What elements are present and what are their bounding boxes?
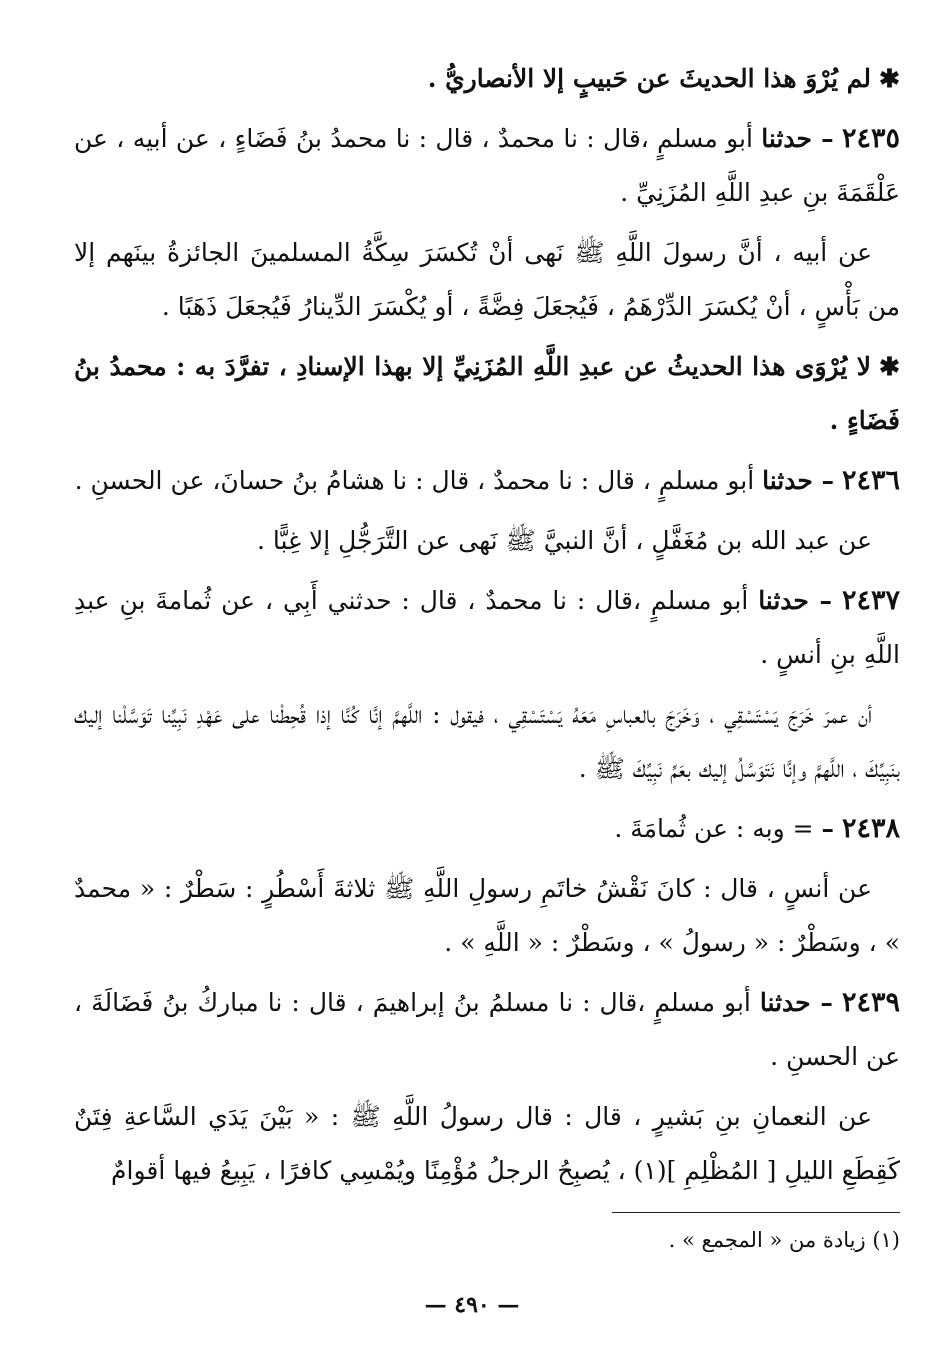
hadith-lead-word: –	[821, 814, 835, 843]
note-text: لم يُرْوَ هذا الحديثَ عن حَبيبٍ إلا الأنصاريُّ .	[427, 64, 872, 93]
hadith-number: ٢٤٣٦	[841, 465, 900, 496]
hadith-matn: أن عمرَ خَرَجَ يَسْتَسْقِي ، وَخَرَجَ بالعباسِ مَعَهُ يَسْتَسْقِي ، فيقول : اللَّهمَّ إنَّا كُنَّا إذا قُحِطْنا على عَهْدِ نَبِيِّنا تَوَسَّلْنا إليك بنَبِيِّكَ ، اللَّهمَّ وإنَّا نَتَوَسَّلُ إليك بعَمِّ نَبِيِّكَ ﷺ .	[74, 700, 900, 783]
hadith-isnad	[74, 574, 900, 682]
editor-note	[74, 52, 900, 106]
hadith-isnad	[74, 976, 900, 1084]
hadith-isnad	[74, 454, 900, 508]
asterisk-icon: ✱	[879, 64, 900, 93]
hadith-isnad	[74, 802, 900, 856]
hadith-number: ٢٤٣٧	[841, 585, 900, 616]
hadith-lead-word: – حدثنا	[761, 124, 834, 153]
hadith-matn: عن النعمانِ بنِ بَشيرٍ ، قال : قال رسولُ اللَّهِ ﷺ : « بَيْنَ يَدَي السَّاعةِ فِتَنٌ كَقِطَعِ الليلِ [ المُظْلِمِ ](١) ، يُصبِحُ الرجلُ مُؤْمِنًا ويُمْسِي كافرًا ، يَبِيعُ فيها أقوامٌ	[74, 1102, 900, 1185]
hadith-matn: عن أنسٍ ، قال : كانَ نَقْشُ خاتَمِ رسولِ اللَّهِ ﷺ ثلاثةَ أَسْطُرٍ : سَطْرٌ : « محمدٌ » ، وسَطْرٌ : « رسولُ » ، وسَطْرٌ : « اللَّهِ » .	[74, 874, 900, 957]
footnote-divider	[612, 1212, 900, 1213]
hadith-lead-word: – حدثنا	[759, 988, 833, 1017]
page-number: — ٤٩٠ —	[424, 1292, 520, 1318]
footnote: (١) زيادة من « المجمع » .	[668, 1228, 900, 1252]
isnad-text: أبو مسلمٍ ، قال : نا محمدٌ ، قال : نا هشامُ بنُ حسانَ، عن الحسنِ .	[74, 466, 755, 495]
hadith-number: ٢٤٣٥	[841, 123, 900, 154]
hadith-matn: عن عبد الله بن مُغَفَّلٍ ، أنَّ النبيَّ ﷺ نَهى عن التَّرَجُّلِ إلا غِبًّا .	[256, 526, 872, 555]
hadith-lead-word: – حدثنا	[762, 466, 835, 495]
hadith-lead-word: – حدثنا	[758, 586, 833, 615]
hadith-number: ٢٤٣٨	[841, 813, 900, 844]
hadith-number: ٢٤٣٩	[841, 987, 900, 1018]
hadith-matn: عن أبيه ، أنَّ رسولَ اللَّهِ ﷺ نَهى أنْ تُكسَرَ سِكَّةُ المسلمينَ الجائزةُ بينَهم إلا من بَأْسٍ ، أنْ يُكسَرَ الدِّرْهَمُ ، فَيُجعَلَ فِضَّةً ، أو يُكْسَرَ الدِّينارُ فَيُجعَلَ ذَهَبًا .	[74, 238, 900, 321]
asterisk-icon: ✱	[879, 352, 900, 381]
isnad-text: أبو مسلمٍ ،قال : نا مسلمُ بنُ إبراهيمَ ، قال : نا مباركُ بنُ فَضَالَةَ ، عن الحسنِ .	[74, 988, 900, 1071]
isnad-text: = وبه : عن ثُمامَةَ .	[614, 814, 814, 843]
page-body	[74, 52, 900, 1204]
hadith-isnad	[74, 112, 900, 220]
isnad-text: أبو مسلمٍ ،قال : نا محمدٌ ، قال : حدثني أَبِي ، عن ثُمامةَ بنِ عبدِ اللَّهِ بنِ أنسٍ .	[74, 586, 900, 669]
isnad-text: أبو مسلمٍ ،قال : نا محمدٌ ، قال : نا محمدُ بنُ فَضَاءٍ ، عن أبيه ، عن عَلْقَمَةَ بنِ عبدِ اللَّهِ المُزَنِيِّ .	[74, 124, 900, 207]
editor-note	[74, 340, 900, 448]
note-text: لا يُرْوَى هذا الحديثُ عن عبدِ اللَّهِ المُزَنِيِّ إلا بهذا الإسنادِ ، تفرَّدَ به : محمدُ بنُ فَضَاءٍ .	[74, 352, 900, 435]
